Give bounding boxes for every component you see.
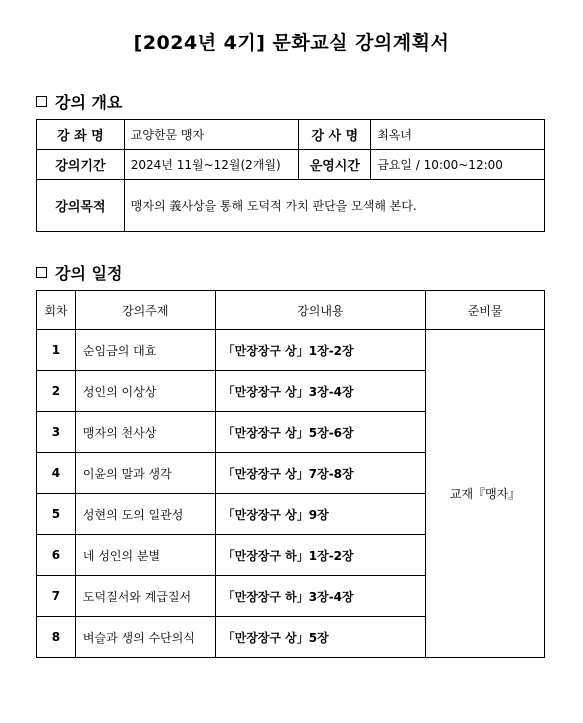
session-content: 「만장장구 상」1장-2장	[215, 330, 426, 371]
header-materials: 준비물	[426, 291, 545, 330]
materials-cell: 교재『맹자』	[426, 330, 545, 658]
session-number: 3	[37, 412, 76, 453]
course-label: 강 좌 명	[37, 120, 125, 150]
session-content: 「만장장구 하」3장-4장	[215, 576, 426, 617]
header-topic: 강의주제	[75, 291, 215, 330]
checkbox-square-icon	[36, 96, 47, 107]
session-number: 1	[37, 330, 76, 371]
overview-heading-text: 강의 개요	[55, 93, 123, 112]
session-number: 7	[37, 576, 76, 617]
hours-label: 운영시간	[299, 150, 371, 180]
lecturer-label: 강 사 명	[299, 120, 371, 150]
hours-value: 금요일 / 10:00~12:00	[371, 150, 545, 180]
overview-table	[36, 119, 545, 232]
session-topic: 성현의 도의 일관성	[75, 494, 215, 535]
session-topic: 순임금의 대효	[75, 330, 215, 371]
table-row	[37, 330, 545, 371]
session-number: 5	[37, 494, 76, 535]
period-value: 2024년 11월~12월(2개월)	[124, 150, 299, 180]
session-content: 「만장장구 상」9장	[215, 494, 426, 535]
checkbox-square-icon	[36, 267, 47, 278]
purpose-label: 강의목적	[37, 180, 125, 232]
session-number: 4	[37, 453, 76, 494]
session-topic: 네 성인의 분별	[75, 535, 215, 576]
session-number: 2	[37, 371, 76, 412]
session-content: 「만장장구 상」5장	[215, 617, 426, 658]
session-content: 「만장장구 상」3장-4장	[215, 371, 426, 412]
schedule-table	[36, 290, 545, 658]
session-content: 「만장장구 하」1장-2장	[215, 535, 426, 576]
session-content: 「만장장구 상」7장-8장	[215, 453, 426, 494]
session-number: 6	[37, 535, 76, 576]
session-number: 8	[37, 617, 76, 658]
session-topic: 이윤의 말과 생각	[75, 453, 215, 494]
session-content: 「만장장구 상」5장-6장	[215, 412, 426, 453]
period-label: 강의기간	[37, 150, 125, 180]
header-content: 강의내용	[215, 291, 426, 330]
schedule-heading	[36, 261, 122, 284]
session-topic: 도덕질서와 계급질서	[75, 576, 215, 617]
schedule-heading-text: 강의 일정	[55, 264, 123, 283]
course-value: 교양한문 맹자	[124, 120, 299, 150]
purpose-value: 맹자의 義사상을 통해 도덕적 가치 판단을 모색해 본다.	[124, 180, 544, 232]
lecturer-value: 최옥녀	[371, 120, 545, 150]
session-topic: 맹자의 천사상	[75, 412, 215, 453]
overview-heading	[36, 90, 122, 113]
header-session: 회차	[37, 291, 76, 330]
page-title: [2024년 4기] 문화교실 강의계획서	[133, 32, 450, 54]
session-topic: 성인의 이상상	[75, 371, 215, 412]
session-topic: 벼슬과 생의 수단의식	[75, 617, 215, 658]
